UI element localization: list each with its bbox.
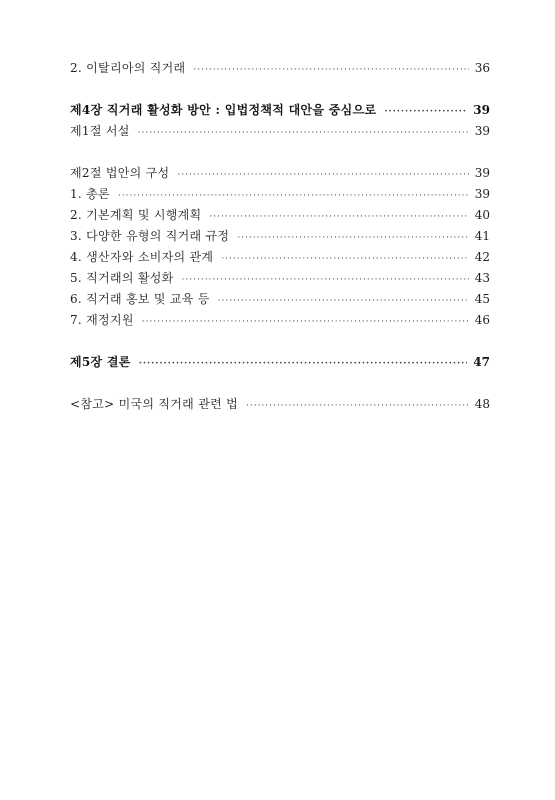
toc-entry-page: 36 [474,61,490,75]
toc-entry-page: 39 [474,166,490,180]
toc-entry-title: 3. 다양한 유형의 직거래 규정 [70,229,230,243]
toc-entry-title: <참고> 미국의 직거래 관련 법 [70,397,238,411]
leader-dots [142,312,469,333]
toc-entry-page: 39 [473,103,490,117]
leader-dots [246,396,469,417]
toc-entry-page: 43 [474,271,490,285]
toc-entry-title: 6. 직거래 홍보 및 교육 등 [70,292,210,306]
leader-dots [209,207,468,228]
leader-dots [193,60,468,81]
toc-chapter-entry [70,100,490,121]
toc-entry-title: 제5장 결론 [70,355,131,369]
leader-dots [221,249,468,270]
toc-entry [70,268,490,289]
toc-entry [70,163,490,184]
toc-entry [70,394,490,415]
leader-dots [237,228,468,249]
toc-entry [70,310,490,331]
toc-entry [70,58,490,79]
toc-entry-title: 제4장 직거래 활성화 방안 : 입법정책적 대안을 중심으로 [70,103,377,117]
toc-entry [70,121,490,142]
toc-entry-title: 4. 생산자와 소비자의 관계 [70,250,214,264]
toc-entry-title: 1. 총론 [70,187,110,201]
toc-entry-page: 39 [474,187,490,201]
leader-dots [118,186,469,207]
spacer [70,373,490,394]
toc-entry-page: 47 [473,355,490,369]
toc-entry [70,226,490,247]
spacer [70,331,490,352]
spacer [70,142,490,163]
toc-entry [70,184,490,205]
table-of-contents [70,58,490,415]
toc-entry-page: 46 [474,313,490,327]
toc-entry-page: 41 [474,229,490,243]
toc-entry [70,289,490,310]
spacer [70,79,490,100]
toc-entry-title: 2. 기본계획 및 시행계획 [70,208,202,222]
toc-entry-page: 40 [474,208,490,222]
leader-dots [138,123,469,144]
toc-entry-page: 39 [474,124,490,138]
toc-entry-page: 48 [474,397,490,411]
toc-entry-title: 2. 이탈리아의 직거래 [70,61,186,75]
toc-chapter-entry [70,352,490,373]
leader-dots [182,270,469,291]
leader-dots [177,165,468,186]
leader-dots [384,102,467,123]
toc-entry-title: 제1절 서설 [70,124,130,138]
leader-dots [218,291,469,312]
leader-dots [139,354,468,375]
toc-entry-title: 7. 재정지원 [70,313,134,327]
toc-entry [70,247,490,268]
toc-entry-page: 42 [474,250,490,264]
toc-entry-page: 45 [474,292,490,306]
toc-entry-title: 제2절 법안의 구성 [70,166,170,180]
toc-entry [70,205,490,226]
toc-entry-title: 5. 직거래의 활성화 [70,271,174,285]
